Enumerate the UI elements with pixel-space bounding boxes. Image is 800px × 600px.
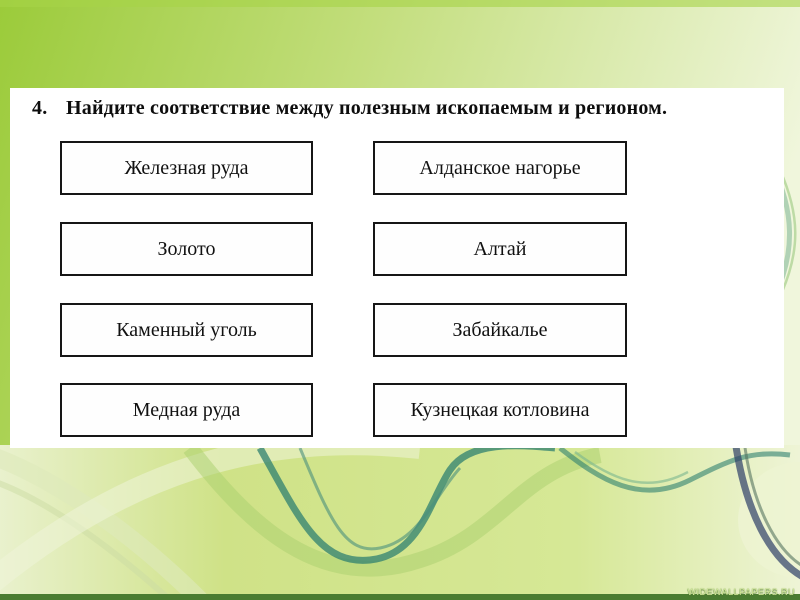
mineral-box-gold[interactable]: Золото — [60, 222, 313, 276]
question-title — [24, 97, 764, 120]
mineral-box-iron-ore[interactable]: Железная руда — [60, 141, 313, 195]
content-panel — [10, 88, 784, 448]
question-number: 4. — [32, 97, 48, 119]
region-box-kuznetsk-basin[interactable]: Кузнецкая котловина — [373, 383, 627, 437]
watermark: WIDEWALLPAPERS.RU — [687, 587, 795, 597]
mineral-box-copper-ore[interactable]: Медная руда — [60, 383, 313, 437]
region-box-aldan-highlands[interactable]: Алданское нагорье — [373, 141, 627, 195]
question-text: Найдите соответствие между полезным ископаемым и регионом. — [66, 97, 668, 119]
region-box-zabaykalye[interactable]: Забайкалье — [373, 303, 627, 357]
mineral-box-coal[interactable]: Каменный уголь — [60, 303, 313, 357]
region-box-altai[interactable]: Алтай — [373, 222, 627, 276]
